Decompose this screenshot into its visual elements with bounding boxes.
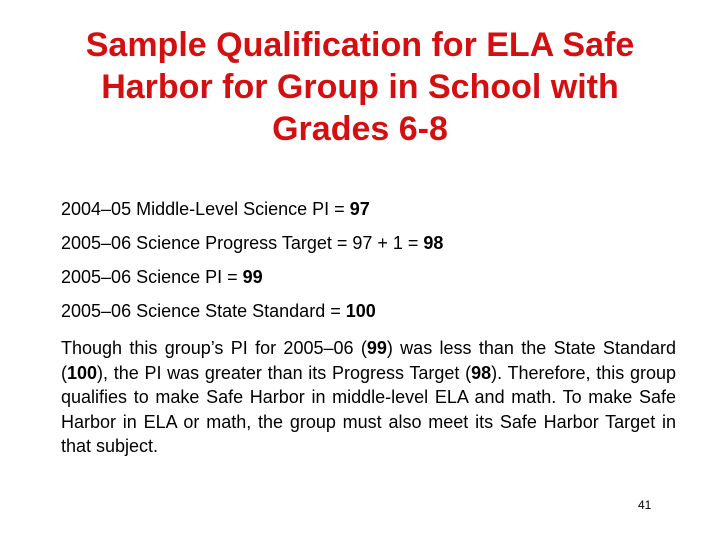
fact-line-progress-target [61, 232, 443, 254]
fact-line-pi-2004 [61, 198, 370, 220]
title-line-3: Grades 6-8 [272, 110, 448, 148]
para-text-3: ), the PI was greater than its Progress Target ( [97, 362, 472, 383]
fact-label: 2005–06 Science PI = [61, 267, 243, 287]
para-value-pi: 99 [366, 338, 387, 358]
title-line-1: Sample Qualification for ELA Safe [85, 26, 635, 64]
fact-value: 99 [242, 267, 263, 287]
para-text-4: ). Therefore, this group qualifies to make Safe Harbor in middle-level ELA and math. To make Safe Harbor in ELA or math, the group must also meet its Safe Harbor Target in that subject. [61, 362, 676, 456]
fact-line-state-standard [61, 300, 376, 322]
fact-value: 100 [345, 301, 376, 321]
fact-value: 98 [423, 233, 444, 253]
para-value-standard: 100 [67, 362, 98, 383]
explanation-paragraph [61, 336, 676, 459]
para-text-2: ) was less than the State Standard ( [61, 338, 676, 383]
slide-title [20, 24, 700, 150]
page-number: 41 [638, 498, 652, 512]
para-text-1: Though this group’s PI for 2005–06 ( [61, 338, 367, 358]
para-value-target: 98 [471, 362, 492, 383]
title-line-2: Harbor for Group in School with [101, 68, 619, 106]
fact-value: 97 [349, 199, 370, 219]
fact-label: 2004–05 Middle-Level Science PI = [61, 199, 350, 219]
fact-line-pi-2005 [61, 266, 263, 288]
fact-label: 2005–06 Science Progress Target = 97 + 1 = [61, 233, 424, 253]
fact-label: 2005–06 Science State Standard = [61, 301, 346, 321]
